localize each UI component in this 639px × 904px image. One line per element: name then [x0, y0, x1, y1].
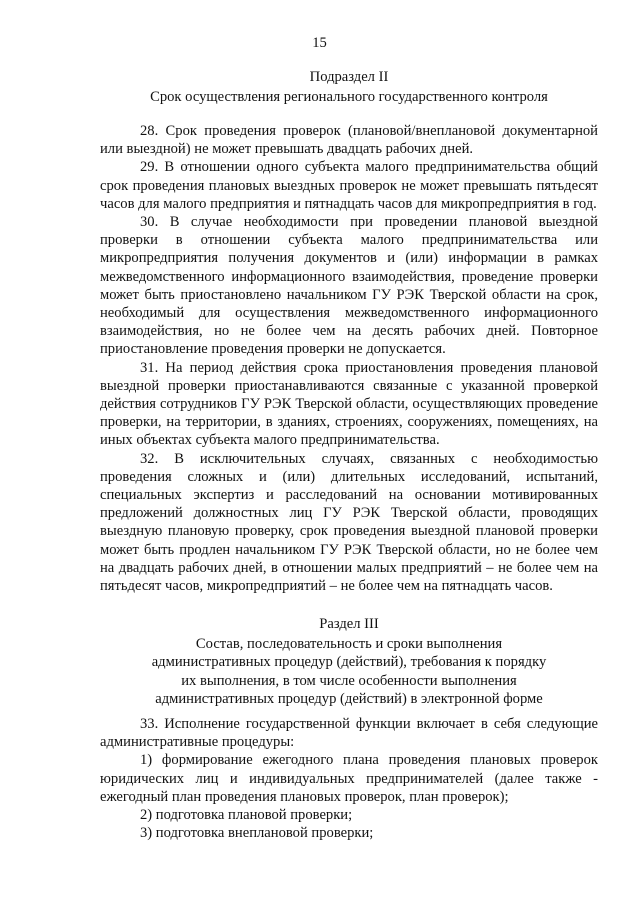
- subsection-subtitle: Срок осуществления регионального государственного контроля: [150, 89, 548, 106]
- paragraph-29: 29. В отношении одного субъекта малого предпринимательства общий срок проведения плановых выездных проверок не может превышать пятьдесят часов для малого предприятия и пятнадцать часов для микропредприятия в год.: [100, 159, 598, 212]
- section-heading: [100, 615, 598, 708]
- section-title: Раздел III: [319, 616, 379, 632]
- paragraph-group-2: [100, 715, 598, 842]
- section-subtitle-line-1: Состав, последовательность и сроки выполнения: [195, 636, 503, 653]
- paragraph-30: 30. В случае необходимости при проведении плановой выездной проверки в отношении субъекта малого предпринимательства или микропредприятия получения документов и (или) информации в рамках межведомственного информационного взаимодействия, проведение проверки может быть приостановлено начальником ГУ РЭК Тверской области на срок, необходимый для осуществления межведомственного информационного взаимодействия, но не более чем на десять рабочих дней. Повторное приостановление проведения проверки не допускается.: [100, 214, 598, 358]
- list-item-1: 1) формирование ежегодного плана проведения плановых проверок юридических лиц и индивидуальных предпринимателей (далее также - ежегодный план проведения плановых проверок, план проверок);: [100, 752, 598, 805]
- section-subtitle-line-3: их выполнения, в том числе особенности выполнения: [181, 672, 517, 689]
- section-subtitle-line-4: административных процедур (действий) в электронной форме: [155, 690, 543, 707]
- paragraph-33: 33. Исполнение государственной функции включает в себя следующие административные процедуры:: [100, 716, 598, 751]
- list-item-3: 3) подготовка внеплановой проверки;: [140, 825, 374, 842]
- list-item-2: 2) подготовка плановой проверки;: [140, 807, 353, 824]
- page-number: 15: [312, 35, 327, 51]
- subsection-title: Подраздел II: [309, 69, 389, 85]
- paragraph-31: 31. На период действия срока приостановления проведения плановой выездной проверки приостанавливаются связанные с указанной проверкой действия сотрудников ГУ РЭК Тверской области, осуществляющих проведение проверки, на территории, в зданиях, строениях, сооружениях, помещениях, на иных объектах субъекта малого предпринимательства.: [100, 359, 598, 449]
- paragraph-group-1: [100, 122, 598, 595]
- section-subtitle-line-2: административных процедур (действий), требования к порядку: [151, 654, 547, 671]
- paragraph-32: 32. В исключительных случаях, связанных с необходимостью проведения сложных и (или) длительных исследований, испытаний, специальных экспертиз и расследований на основании мотивированных предложений должностных лиц ГУ РЭК Тверской области, проводящих выездную плановую проверку, срок проведения выездной плановой проверки может быть продлен начальником ГУ РЭК Тверской области, но не более чем на двадцать рабочих дней, в отношении малых предприятий – не более чем на пятьдесят часов, микропредприятий – не более чем на пятнадцать часов.: [100, 450, 598, 595]
- subsection-heading: [100, 68, 598, 106]
- paragraph-28: 28. Срок проведения проверок (плановой/внеплановой документарной или выездной) не может превышать двадцать рабочих дней.: [100, 123, 598, 158]
